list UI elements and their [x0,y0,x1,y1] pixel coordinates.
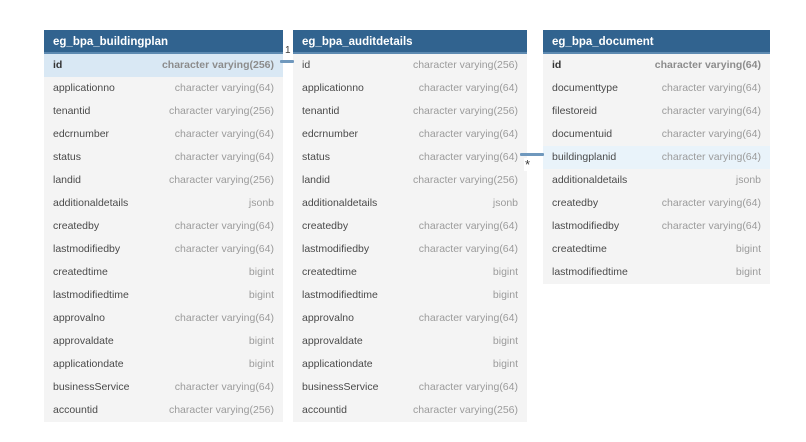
column-row-approvaldate [293,330,527,353]
cardinality-one-label: 1 [285,45,291,56]
column-row-createdby [293,215,527,238]
column-type: character varying(256) [168,105,274,117]
column-row-lastmodifiedby [293,238,527,261]
table-columns [293,54,527,422]
column-type: character varying(256) [412,59,518,71]
column-name: businessService [53,381,130,393]
column-row-applicationno [293,77,527,100]
column-row-id [543,54,770,77]
column-name: createdby [53,220,100,232]
column-row-additionaldetails [293,192,527,215]
column-type: bigint [492,358,518,370]
column-type: character varying(64) [174,151,274,163]
column-type: character varying(64) [174,220,274,232]
column-type: character varying(64) [418,82,518,94]
column-row-tenantid [44,100,283,123]
table-title: eg_bpa_buildingplan [53,36,169,48]
column-row-createdtime [293,261,527,284]
column-type: bigint [492,289,518,301]
column-name: applicationdate [302,358,373,370]
column-name: approvaldate [302,335,363,347]
column-row-landid [293,169,527,192]
column-name: createdtime [552,243,607,255]
column-row-status [44,146,283,169]
column-row-createdtime [543,238,770,261]
column-name: accountid [53,404,98,416]
column-type: character varying(64) [661,128,761,140]
column-row-approvalno [44,307,283,330]
column-row-edcrnumber [293,123,527,146]
column-name: approvalno [302,312,354,324]
column-name: applicationno [302,82,364,94]
column-row-filestoreid [543,100,770,123]
column-row-additionaldetails [44,192,283,215]
column-name: id [302,59,311,71]
column-row-documentuid [543,123,770,146]
column-type: character varying(64) [661,197,761,209]
column-row-applicationdate [293,353,527,376]
cardinality-many-label: * [525,157,531,172]
column-name: lastmodifiedtime [53,289,129,301]
column-type: character varying(64) [418,128,518,140]
column-name: lastmodifiedby [552,220,620,232]
column-name: lastmodifiedtime [302,289,378,301]
column-type: character varying(256) [168,174,274,186]
column-type: bigint [492,266,518,278]
column-type: bigint [248,335,274,347]
column-name: landid [53,174,82,186]
column-name: additionaldetails [302,197,378,209]
column-name: businessService [302,381,379,393]
table-header [44,30,283,54]
column-row-approvaldate [44,330,283,353]
column-name: status [302,151,331,163]
column-row-id [293,54,527,77]
column-type: character varying(64) [654,59,761,71]
table-columns [44,54,283,422]
column-name: landid [302,174,331,186]
table-header [543,30,770,54]
column-name: additionaldetails [552,174,628,186]
column-name: tenantid [53,105,91,117]
column-name: applicationdate [53,358,124,370]
column-type: character varying(64) [174,381,274,393]
table-eg_bpa_document [543,30,770,284]
column-row-edcrnumber [44,123,283,146]
column-type: character varying(64) [174,312,274,324]
column-name: additionaldetails [53,197,129,209]
column-row-accountid [44,399,283,422]
column-type: character varying(256) [412,404,518,416]
column-type: character varying(256) [412,105,518,117]
column-name: status [53,151,82,163]
column-row-lastmodifiedtime [543,261,770,284]
column-name: createdby [302,220,349,232]
column-row-lastmodifiedby [543,215,770,238]
column-name: createdby [552,197,599,209]
column-type: bigint [735,266,761,278]
column-row-approvalno [293,307,527,330]
column-type: character varying(256) [161,59,274,71]
column-row-accountid [293,399,527,422]
column-type: bigint [248,289,274,301]
table-columns [543,54,770,284]
column-type: character varying(64) [661,82,761,94]
column-row-applicationdate [44,353,283,376]
column-type: character varying(64) [418,312,518,324]
column-type: character varying(64) [418,381,518,393]
column-type: character varying(64) [174,82,274,94]
column-type: character varying(64) [174,243,274,255]
column-name: documenttype [552,82,618,94]
column-row-buildingplanid [543,146,770,169]
table-eg_bpa_auditdetails [293,30,527,422]
column-name: buildingplanid [552,151,617,163]
column-name: lastmodifiedby [53,243,121,255]
relation-line-one-end [280,60,294,63]
column-type: bigint [492,335,518,347]
column-name: filestoreid [552,105,597,117]
column-row-status [293,146,527,169]
column-type: character varying(64) [174,128,274,140]
column-type: jsonb [735,174,761,186]
column-type: character varying(64) [418,243,518,255]
column-type: character varying(64) [418,220,518,232]
column-name: id [552,59,562,71]
column-row-tenantid [293,100,527,123]
column-type: bigint [248,358,274,370]
column-row-createdby [543,192,770,215]
column-type: jsonb [492,197,518,209]
column-type: character varying(64) [661,105,761,117]
column-name: edcrnumber [53,128,110,140]
table-title: eg_bpa_auditdetails [302,36,413,48]
column-type: character varying(256) [412,174,518,186]
column-row-businessService [44,376,283,399]
column-name: lastmodifiedtime [552,266,628,278]
column-name: tenantid [302,105,340,117]
column-row-landid [44,169,283,192]
column-type: jsonb [248,197,274,209]
column-name: createdtime [302,266,357,278]
column-name: documentuid [552,128,613,140]
relation-line-many-end [520,153,544,156]
column-row-documenttype [543,77,770,100]
column-row-applicationno [44,77,283,100]
column-row-id [44,54,283,77]
column-row-lastmodifiedtime [293,284,527,307]
column-name: approvaldate [53,335,114,347]
column-row-lastmodifiedby [44,238,283,261]
table-eg_bpa_buildingplan [44,30,283,422]
column-name: applicationno [53,82,115,94]
table-title: eg_bpa_document [552,36,654,48]
table-header [293,30,527,54]
column-name: id [53,59,63,71]
column-row-additionaldetails [543,169,770,192]
column-row-createdby [44,215,283,238]
column-row-createdtime [44,261,283,284]
column-type: character varying(64) [661,151,761,163]
column-name: lastmodifiedby [302,243,370,255]
column-type: bigint [248,266,274,278]
column-row-lastmodifiedtime [44,284,283,307]
column-name: accountid [302,404,347,416]
column-type: bigint [735,243,761,255]
column-type: character varying(64) [418,151,518,163]
column-type: character varying(64) [661,220,761,232]
column-name: approvalno [53,312,105,324]
column-type: character varying(256) [168,404,274,416]
column-name: edcrnumber [302,128,359,140]
column-row-businessService [293,376,527,399]
column-name: createdtime [53,266,108,278]
